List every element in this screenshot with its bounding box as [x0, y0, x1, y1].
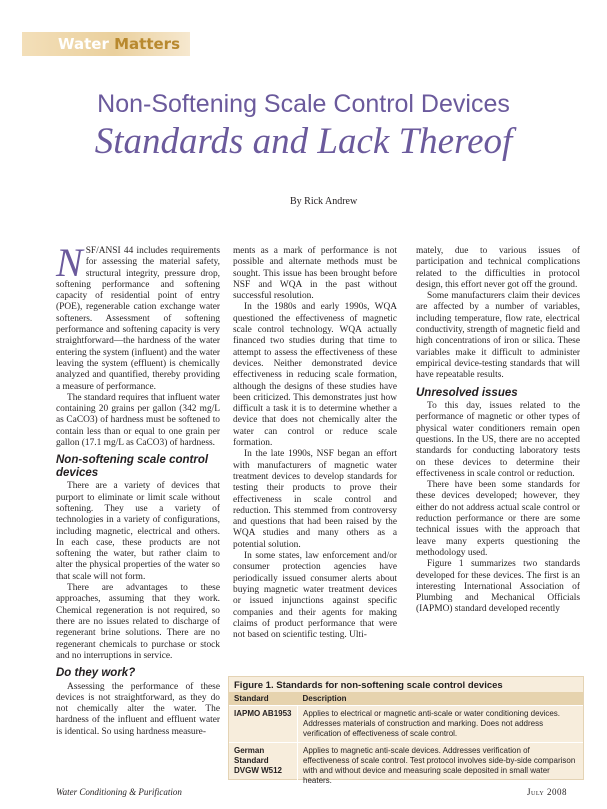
- paragraph: Assessing the performance of these devices is not straightforward, as they do not chemically alter the water. The hardness of the influent and effluent water is identical. So using hardness measure-: [56, 681, 220, 737]
- paragraph: mately, due to various issues of participation and technical complications related to the difficulties in protocol design, this effort never got off the ground.: [416, 246, 580, 290]
- article-title-line2: Standards and Lack Thereof: [94, 121, 513, 162]
- paragraph: There are advantages to these approaches, assuming that they work. Chemical regeneration is not required, so there are no issues related to discharge of regenerant brine solutions. There are no regenerant chemicals to purchase or stock and no interruptions in service.: [56, 583, 220, 661]
- figure-1: [228, 676, 584, 785]
- table-row: [229, 706, 583, 743]
- table-header-row: [229, 692, 583, 706]
- section-tag: [22, 32, 190, 56]
- paragraph: In some states, law enforcement and/or consumer protection agencies have periodically issued consumer alerts about buying magnetic water treatment devices or issued injunctions against specific companies and their agents for making claims of product performance that were not based on scientific testing. Ulti-: [233, 551, 397, 641]
- figure-title: Figure 1. Standards for non-softening scale control devices: [234, 680, 503, 691]
- column-header: Description: [298, 692, 584, 706]
- footer-date: July 2008: [527, 787, 567, 797]
- standard-cell: IAPMO AB1953: [229, 706, 298, 743]
- description-cell: Applies to electrical or magnetic anti-scale or water conditioning devices. Addresses materials of construction and marking. Does not address verification of effectiveness of scale control.: [298, 706, 584, 743]
- paragraph-text: SF/ANSI 44 includes requirements for assessing the material safety, structural integrity, pressure drop, softening performance and softening capacity of residential point of entry (POE), regenerable cation exchange water softeners. Assessment of softening performance and softening capacity is very straightforward—the hardness of the water entering the system (influent) and the water leaving the system (effluent) is chemically analyzed and quantified, thereby providing a measure of performance.: [56, 246, 220, 392]
- column-3: [416, 246, 580, 616]
- column-2: [233, 246, 397, 641]
- section-heading: Unresolved issues: [416, 386, 518, 399]
- column-1: [56, 240, 220, 738]
- paragraph: The standard requires that influent water containing 20 grains per gallon (342 mg/L as CaCO3) of hardness must be softened to contain less than or equal to one grain per gallon (17.1 mg/L as CaCO3) of hardness.: [56, 392, 220, 449]
- byline: By Rick Andrew: [290, 196, 358, 207]
- paragraph: In the 1980s and early 1990s, WQA questioned the effectiveness of magnetic scale control technology. WQA actually financed two studies during that time to attempt to assess the effectiveness of these devices. Neither demonstrated device effectiveness in reducing scale formation, although the designs of these studies have been criticized. This demonstrates just how difficult a task it is to determine whether a device that does not chemically alter the water can control or reduce scale formation.: [233, 302, 397, 449]
- paragraph: In the late 1990s, NSF began an effort with manufacturers of magnetic water treatment devices to develop standards for testing their products to prove their effectiveness in scale control and reduction. This stemmed from controversy and questions that had been raised by the WQA studies and many others as a potential solution.: [233, 449, 397, 550]
- footer-publication: Water Conditioning & Purification: [56, 787, 182, 797]
- figure-table: [229, 692, 583, 789]
- standard-cell: German Standard DVGW W512: [229, 743, 298, 790]
- section-heading: Non-softening scale control devices: [56, 454, 209, 479]
- column-header: Standard: [229, 692, 298, 706]
- paragraph: Some manufacturers claim their devices are affected by a number of variables, including temperature, flow rate, electrical conductivity, strength of magnetic field and high concentrations of iron or silica. These variables make it difficult to administer empirical device-testing standards that will have repeatable results.: [416, 291, 580, 381]
- drop-cap: N: [56, 240, 83, 285]
- section-tag-word2: Matters: [114, 35, 180, 53]
- paragraph: To this day, issues related to the performance of magnetic or other types of physical water conditioners remain open questions. In the US, there are no accepted standards for conducting laboratory tests on these devices to determine their effectiveness in scale control or reduction.: [416, 401, 580, 479]
- paragraph: Figure 1 summarizes two standards developed for these devices. The first is an interesting International Association of Plumbing and Mechanical Officials (IAPMO) standard developed recently: [416, 559, 580, 615]
- paragraph: ments as a mark of performance is not possible and alternate methods must be sought. This issue has been brought before NSF and WQA in the past without successful resolution.: [233, 246, 397, 302]
- paragraph: There have been some standards for these devices developed; however, they either do not address actual scale control or reduction performance or there are some technical issues with the approach that leave many experts questioning the methodology used.: [416, 480, 580, 558]
- section-tag-word1: Water: [58, 35, 109, 53]
- paragraph: [56, 240, 220, 393]
- paragraph: There are a variety of devices that purport to eliminate or limit scale without softening. They use a variety of technologies in a variety of configurations, including magnetic, electrical and others. In each case, these products are not softening the water, but rather claim to alter the physical properties of the water so that scale will not form.: [56, 481, 220, 582]
- section-heading: Do they work?: [56, 667, 136, 680]
- description-cell: Applies to magnetic anti-scale devices. Addresses verification of effectiveness of scale control. Test protocol involves side-by-side comparison with and without device and measuring scale deposited in small water heaters.: [298, 743, 584, 790]
- table-row: [229, 743, 583, 790]
- article-title-line1: Non-Softening Scale Control Devices: [97, 90, 510, 118]
